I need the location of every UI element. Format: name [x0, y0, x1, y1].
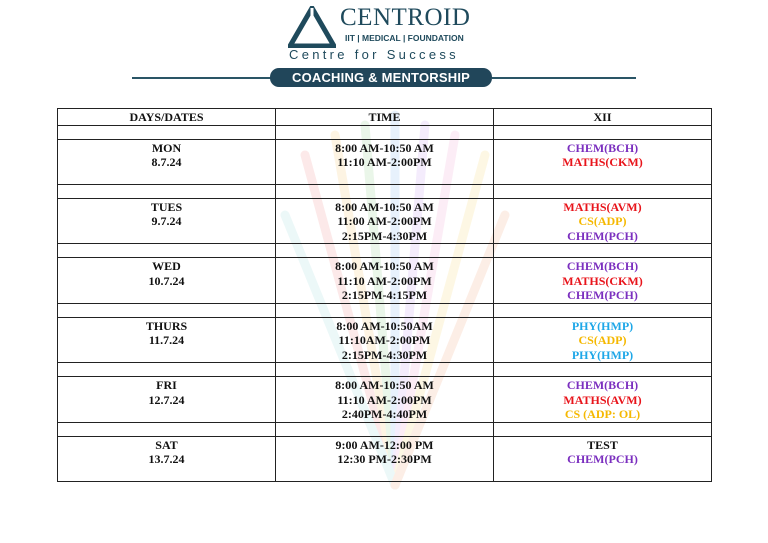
time-slot: 8:00 AM-10:50 AM	[335, 199, 434, 214]
time-slot: 2:15PM-4:30PM	[341, 228, 428, 243]
spacer-cell	[58, 125, 276, 139]
day-date-cell	[58, 377, 276, 423]
subject-label: CHEM(BCH)	[566, 140, 639, 155]
subject-label: CS(ADP)	[578, 214, 627, 228]
day-date: 9.7.24	[151, 214, 182, 228]
table-row	[58, 198, 712, 244]
time-cell	[276, 317, 494, 363]
spacer-cell	[276, 184, 494, 198]
spacer-row	[58, 303, 712, 317]
time-cell	[276, 258, 494, 304]
time-slot: 8:00 AM-10:50AM	[336, 318, 433, 333]
day-name: THURS	[145, 318, 188, 333]
subject-cell	[494, 377, 712, 423]
subject-label: MATHS(CKM)	[562, 273, 643, 288]
brand-subtitle: IIT | MEDICAL | FOUNDATION	[345, 33, 464, 43]
subject-cell	[494, 436, 712, 481]
time-slot: 8:00 AM-10:50 AM	[335, 140, 434, 155]
timetable-body	[58, 125, 712, 481]
time-slot: 11:10AM-2:00PM	[338, 333, 431, 347]
time-slot: 12:30 PM-2:30PM	[337, 452, 432, 466]
table-row	[58, 317, 712, 363]
time-slot: 8:00 AM-10:50 AM	[335, 378, 434, 392]
subject-label: CS(ADP)	[578, 333, 627, 347]
spacer-cell	[494, 244, 712, 258]
time-cell	[276, 377, 494, 423]
day-date-cell	[58, 139, 276, 184]
spacer-cell	[58, 363, 276, 377]
banner-coaching-mentorship: COACHING & MENTORSHIP	[270, 68, 492, 87]
spacer-cell	[494, 184, 712, 198]
spacer-cell	[276, 363, 494, 377]
spacer-cell	[58, 303, 276, 317]
day-date: 13.7.24	[148, 452, 185, 466]
spacer-row	[58, 125, 712, 139]
table-row	[58, 139, 712, 184]
spacer-cell	[276, 125, 494, 139]
day-name: MON	[151, 140, 182, 155]
subject-cell	[494, 258, 712, 304]
spacer-row	[58, 244, 712, 258]
subject-label: TEST	[587, 437, 618, 452]
column-header-xii: XII	[494, 109, 712, 126]
day-name: FRI	[156, 378, 177, 392]
spacer-cell	[58, 244, 276, 258]
time-slot: 2:15PM-4:15PM	[341, 288, 428, 302]
time-slot: 9:00 AM-12:00 PM	[335, 437, 434, 452]
day-date: 12.7.24	[148, 392, 185, 407]
table-row	[58, 258, 712, 304]
spacer-cell	[276, 244, 494, 258]
time-slot: 11:00 AM-2:00PM	[337, 214, 432, 228]
time-slot: 11:10 AM-2:00PM	[337, 155, 432, 169]
day-date: 8.7.24	[151, 155, 182, 169]
spacer-cell	[494, 125, 712, 139]
time-slot: 8:00 AM-10:50 AM	[335, 259, 434, 273]
spacer-cell	[494, 303, 712, 317]
table-row	[58, 436, 712, 481]
subject-label: PHY(HMP)	[571, 347, 634, 362]
day-date-cell	[58, 198, 276, 244]
timetable-header-row	[58, 109, 712, 126]
brand-name: CENTROID	[340, 4, 471, 31]
subject-label: MATHS(AVM)	[563, 392, 642, 407]
spacer-cell	[276, 303, 494, 317]
spacer-row	[58, 184, 712, 198]
column-header-time: TIME	[276, 109, 494, 126]
subject-cell	[494, 139, 712, 184]
day-date: 11.7.24	[148, 333, 185, 347]
banner-rule-left	[132, 77, 272, 79]
time-cell	[276, 139, 494, 184]
subject-label: MATHS(CKM)	[562, 155, 643, 169]
subject-label: CHEM(BCH)	[566, 259, 639, 273]
subject-label: MATHS(AVM)	[563, 199, 642, 214]
day-name: TUES	[150, 199, 183, 214]
day-date-cell	[58, 258, 276, 304]
time-slot: 2:15PM-4:30PM	[341, 347, 428, 362]
banner-rule-right	[492, 77, 636, 79]
subject-label: PHY(HMP)	[571, 318, 634, 333]
subject-label: CHEM(PCH)	[567, 228, 638, 243]
spacer-cell	[58, 422, 276, 436]
time-slot: 11:10 AM-2:00PM	[337, 273, 432, 288]
spacer-row	[58, 422, 712, 436]
table-row	[58, 377, 712, 423]
time-slot: 2:40PM-4:40PM	[341, 407, 428, 421]
subject-cell	[494, 317, 712, 363]
centroid-logo-icon	[288, 6, 336, 48]
day-date: 10.7.24	[148, 273, 185, 288]
time-cell	[276, 198, 494, 244]
spacer-row	[58, 363, 712, 377]
spacer-cell	[276, 422, 494, 436]
subject-label: CHEM(BCH)	[566, 378, 639, 392]
spacer-cell	[494, 422, 712, 436]
day-name: WED	[152, 259, 181, 273]
subject-label: CHEM(PCH)	[567, 288, 638, 302]
timetable	[57, 108, 712, 482]
day-name: SAT	[155, 437, 178, 452]
column-header-days: DAYS/DATES	[58, 109, 276, 126]
page-header	[0, 0, 768, 100]
time-cell	[276, 436, 494, 481]
day-date-cell	[58, 436, 276, 481]
subject-label: CHEM(PCH)	[567, 452, 638, 466]
subject-label: CS (ADP: OL)	[564, 407, 641, 421]
time-slot: 11:10 AM-2:00PM	[337, 392, 432, 407]
day-date-cell	[58, 317, 276, 363]
spacer-cell	[494, 363, 712, 377]
subject-cell	[494, 198, 712, 244]
spacer-cell	[58, 184, 276, 198]
brand-tagline: Centre for Success	[289, 47, 459, 62]
